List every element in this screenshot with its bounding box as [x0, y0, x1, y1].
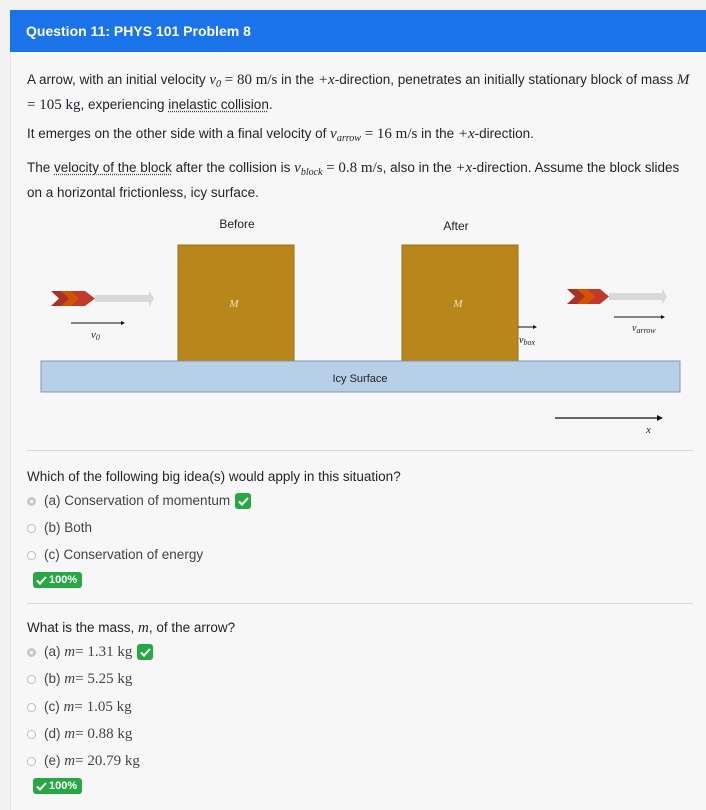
text: after the collision is: [171, 160, 295, 175]
radio[interactable]: [27, 551, 36, 560]
q2-score-badge: 100%: [33, 778, 82, 794]
radio[interactable]: [27, 675, 36, 684]
math-sub: block: [300, 167, 323, 178]
correct-check-icon: [235, 493, 251, 509]
q1-score-badge: 100%: [33, 572, 82, 588]
check-icon: [36, 782, 47, 791]
vbox-label: $v_{box}$: [519, 335, 536, 347]
q1-option-a[interactable]: [27, 491, 251, 511]
problem-paragraph-2: [27, 124, 692, 149]
icy-surface-label: Icy Surface: [332, 373, 388, 385]
question-body: [10, 52, 706, 810]
math-value: = 16 m/s: [360, 126, 418, 142]
divider: [27, 603, 693, 604]
q2-option-a[interactable]: (a) m = 1.31 kg: [27, 642, 153, 662]
text: -direction, penetrates an initially stationary block of mass: [334, 72, 677, 87]
velocity-of-block-link[interactable]: velocity of the block: [54, 160, 172, 175]
divider: [27, 450, 693, 451]
option-label: (b) Both: [44, 520, 93, 535]
block-after-label: M: [453, 298, 463, 310]
math-v: v: [294, 160, 301, 176]
math-mass: M: [676, 72, 690, 88]
q2-option-e[interactable]: (e) m = 20.79 kg: [27, 751, 140, 771]
radio-selected[interactable]: [27, 648, 36, 657]
q2-option-b[interactable]: (b) m = 5.25 kg: [27, 669, 132, 689]
q1-prompt: Which of the following big idea(s) would apply in this situation?: [27, 469, 401, 484]
radio-selected[interactable]: [27, 497, 36, 506]
text: .: [268, 97, 273, 112]
text: -direction. Assume the block slides on a horizontal frictionless, icy surface.: [27, 160, 680, 200]
text: It emerges on the other side with a final velocity of: [27, 126, 331, 141]
radio[interactable]: [27, 524, 36, 533]
text: , experiencing: [80, 97, 169, 112]
option-label: (a) Conservation of momentum: [44, 493, 231, 508]
text: A arrow, with an initial velocity: [27, 72, 210, 87]
math-value: = 105 kg: [27, 97, 81, 113]
radio[interactable]: [27, 730, 36, 739]
math-direction: +x: [455, 160, 473, 176]
before-label: Before: [219, 217, 255, 231]
check-icon: [36, 576, 47, 585]
math-value: = 0.8 m/s: [322, 160, 383, 176]
radio[interactable]: [27, 703, 36, 712]
math-direction: +x: [317, 72, 335, 88]
math-v: v: [330, 126, 337, 142]
inelastic-collision-link[interactable]: inelastic collision: [168, 97, 269, 112]
q1-option-b[interactable]: [27, 518, 92, 538]
question-title: Question 11: PHYS 101 Problem 8: [26, 23, 251, 39]
text: The: [27, 160, 55, 175]
radio[interactable]: [27, 757, 36, 766]
problem-paragraph-3: [27, 158, 692, 203]
q2-option-d[interactable]: (d) m = 0.88 kg: [27, 724, 132, 744]
text: in the: [277, 72, 318, 87]
math-sub: 0: [216, 79, 222, 90]
x-axis-label: x: [646, 424, 651, 436]
question-header: [10, 10, 706, 52]
correct-check-icon: [137, 644, 153, 660]
arrow-projectile-after: [567, 288, 667, 305]
math-v0: v: [209, 72, 217, 88]
v0-label: v0: [91, 329, 100, 342]
problem-paragraph-1: [27, 70, 692, 115]
text: in the: [417, 126, 458, 141]
text: , also in the: [382, 160, 456, 175]
q1-option-c[interactable]: [27, 545, 203, 565]
option-label: (c) Conservation of energy: [44, 547, 204, 562]
arrow-projectile-before: [51, 290, 154, 307]
text: -direction.: [474, 126, 534, 141]
math-value: = 80 m/s: [221, 72, 278, 88]
q2-option-c[interactable]: (c) m = 1.05 kg: [27, 697, 132, 717]
block-before-label: M: [229, 298, 239, 310]
math-sub: arrow: [336, 133, 361, 144]
after-label: After: [443, 219, 469, 233]
varrow-label: $v_{arrow}$: [632, 323, 656, 335]
q2-prompt: What is the mass, m, of the arrow?: [27, 620, 236, 636]
math-direction: +x: [457, 126, 475, 142]
collision-diagram: [11, 207, 706, 442]
